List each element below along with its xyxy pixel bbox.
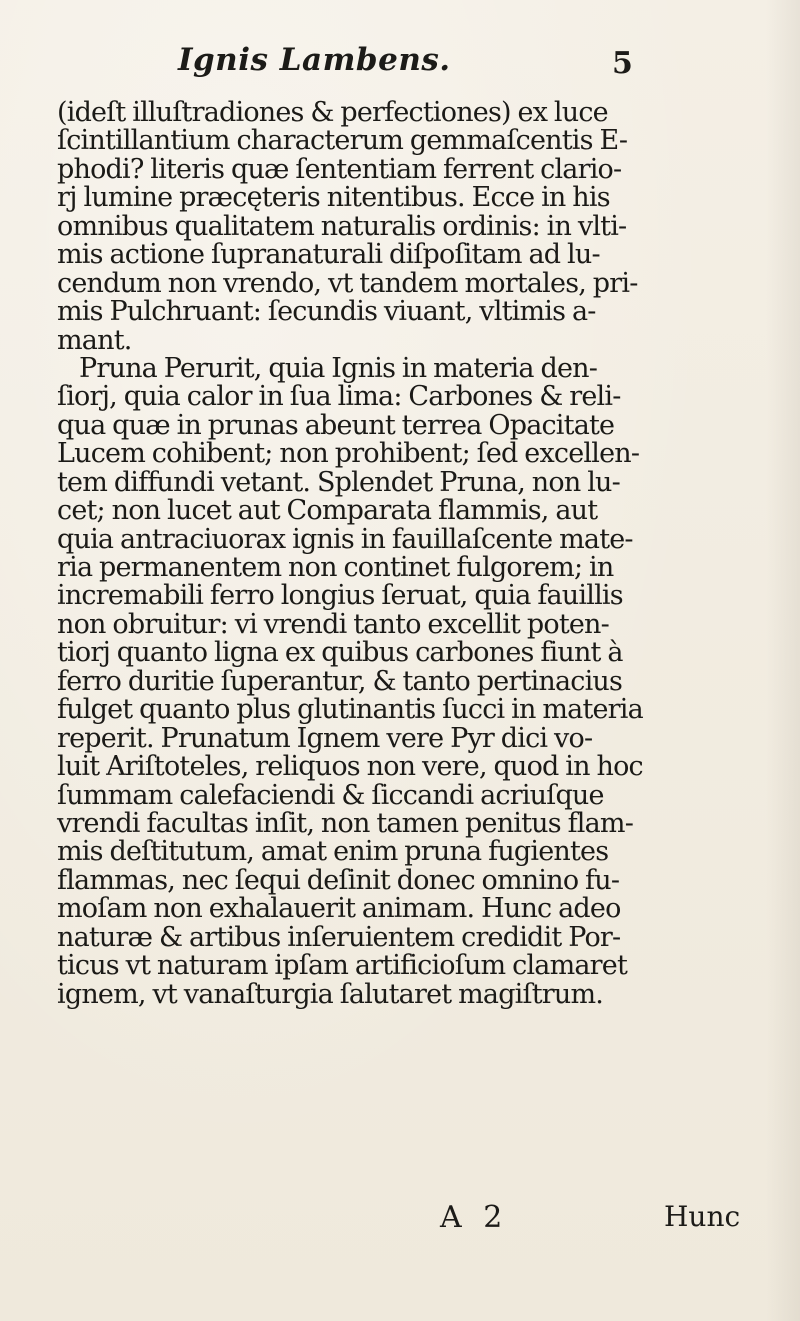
text-line: vrendi facultas inſit, non tamen penitus flam- (57, 807, 634, 839)
text-line: ignem, vt vanaſturgia ſalutaret magiſtrum. (57, 978, 604, 1010)
text-line: ſcintillantium characterum gemmaſcentis E- (57, 125, 628, 157)
text-line: ferro duritie ſuperantur, & tanto pertinacius (57, 665, 623, 697)
text-line: non obruitur: vi vrendi tanto excellit poten- (57, 608, 609, 640)
paragraph-start-line: Pruna Perurit, quia Ignis in materia den- (79, 352, 598, 384)
text-line: (ideſt illuſtradiones & perfectiones) ex luce (57, 97, 608, 128)
text-line: tem diffundi vetant. Splendet Pruna, non lu- (57, 466, 620, 498)
page-number: 5 (612, 46, 633, 81)
text-line: luit Ariſtoteles, reliquos non vere, quod in hoc (57, 751, 643, 783)
text-line: phodi? literis quæ ſententiam ferrent clario- (57, 153, 622, 185)
text-line: incremabili ferro longius ſeruat, quia fauillis (57, 580, 623, 612)
text-line: mis Pulchruant: ſecundis viuant, vltimis a- (57, 296, 596, 328)
text-line: mis deſtitutum, amat enim pruna fugientes (57, 836, 609, 868)
text-line: omnibus qualitatem naturalis ordinis: in vlti- (57, 210, 627, 242)
text-line: quia antraciuorax ignis in fauillaſcente mate- (57, 523, 633, 555)
text-line: mis actione ſupranaturali diſpoſitam ad lu- (57, 239, 600, 271)
signature-mark: A 2 (440, 1200, 509, 1235)
text-line: fulget quanto plus glutinantis ſucci in materia (57, 694, 643, 726)
text-line: moſam non exhalauerit animam. Hunc adeo (57, 893, 621, 925)
text-line: ſiorj, quia calor in ſua lima: Carbones & reli- (57, 381, 621, 413)
text-line: mant. (57, 324, 132, 356)
text-line: tiorj quanto ligna ex quibus carbones fiunt à (57, 637, 623, 669)
text-line: ria permanentem non continet fulgorem; in (57, 552, 614, 583)
text-line: ticus vt naturam ipſam artificioſum clamaret (57, 950, 628, 982)
page-edge-shadow (766, 0, 800, 1321)
text-line: flammas, nec ſequi deſinit donec omnino fu- (57, 864, 620, 896)
running-head: Ignis Lambens. (178, 42, 451, 78)
page-footer (0, 1200, 800, 1240)
text-line: naturæ & artibus inſeruientem credidit Por- (57, 921, 621, 953)
text-line: reperit. Prunatum Ignem vere Pyr dici vo- (57, 722, 593, 754)
body-text (57, 99, 757, 1009)
text-line: ſummam calefaciendi & ſiccandi acriuſque (57, 779, 604, 811)
catchword: Hunc (664, 1200, 741, 1233)
text-line: cendum non vrendo, vt tandem mortales, pri- (57, 267, 638, 299)
text-line: qua quæ in prunas abeunt terrea Opacitate (57, 409, 615, 441)
text-line: rj lumine præcęteris nitentibus. Ecce in his (57, 182, 610, 214)
text-line: cet; non lucet aut Comparata flammis, aut (57, 495, 598, 527)
text-line: Lucem cohibent; non prohibent; ſed excellen- (57, 438, 640, 470)
page-header (0, 42, 800, 92)
